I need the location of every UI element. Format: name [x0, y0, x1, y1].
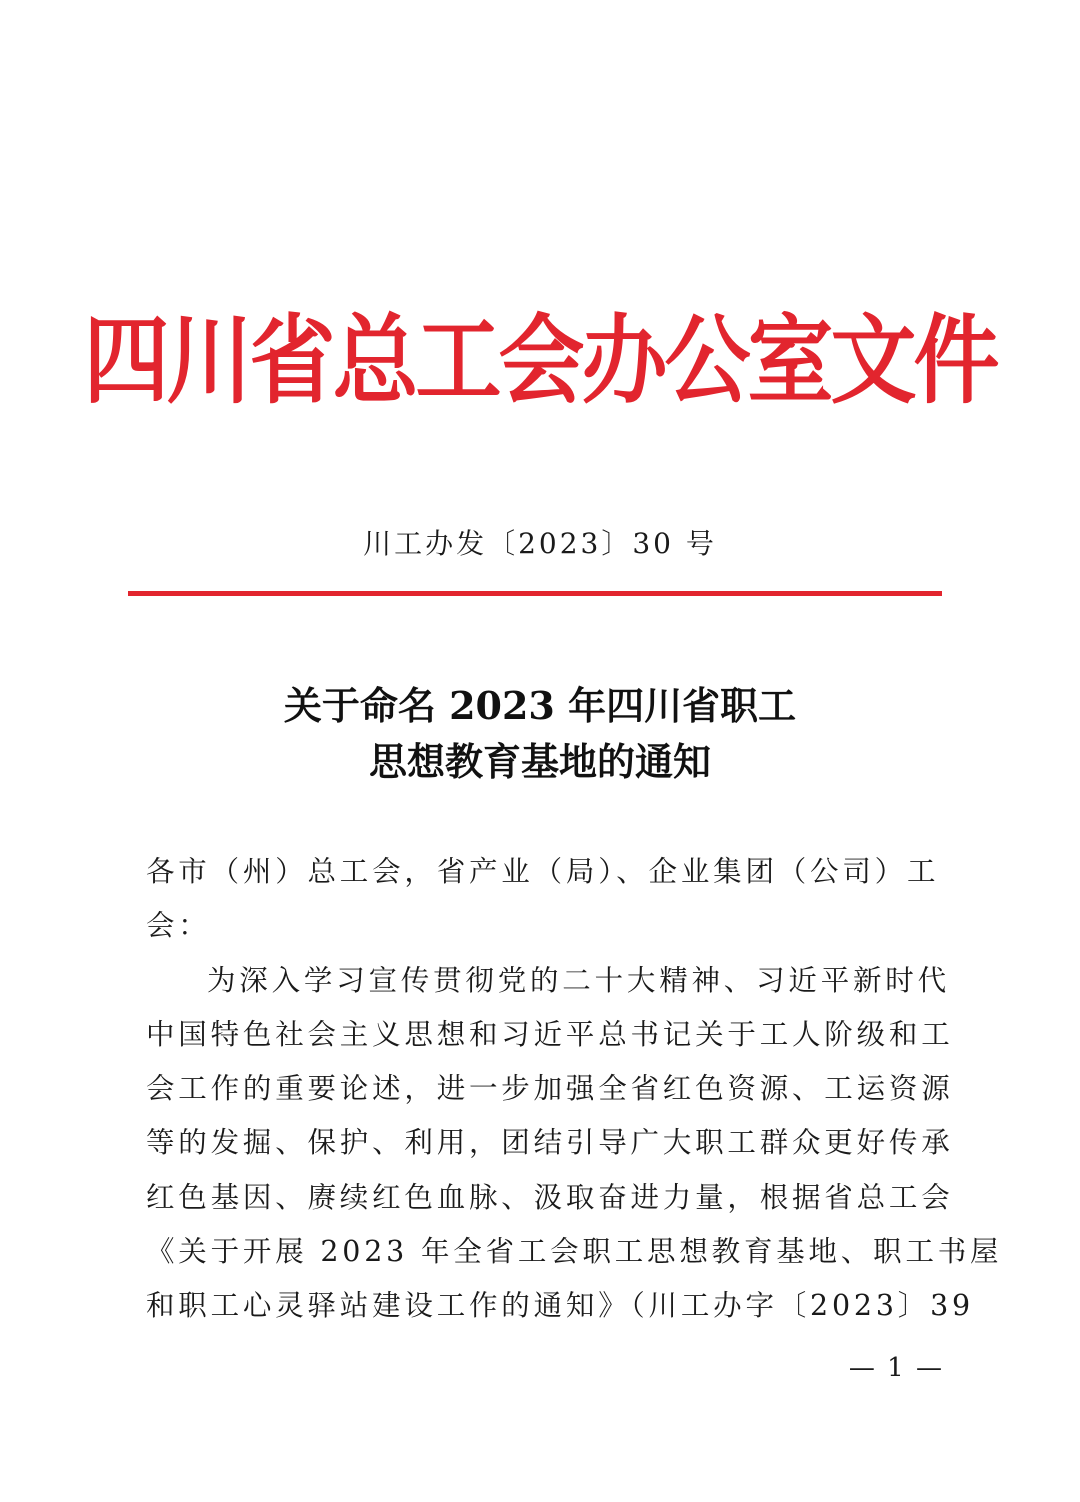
document-number: 川工办发〔2023〕30 号: [363, 527, 717, 560]
document-title: [0, 678, 1080, 790]
body-line-salutation: 各市（州）总工会，省产业（局）、企业集团（公司）工: [146, 855, 940, 888]
title-line-1: 关于命名 2023 年四川省职工: [283, 683, 797, 728]
document-masthead: 四川省总工会办公室文件: [83, 305, 997, 418]
body-line: 等的发掘、保护、利用，团结引导广大职工群众更好传承: [146, 1126, 954, 1160]
body-line: 红色基因、赓续红色血脉、汲取奋进力量，根据省总工会: [146, 1180, 954, 1214]
red-divider-line: [128, 591, 942, 596]
title-line-2: 思想教育基地的通知: [368, 739, 711, 784]
body-line: 为深入学习宣传贯彻党的二十大精神、习近平新时代: [207, 963, 950, 997]
body-line: 《关于开展 2023 年全省工会职工思想教育基地、职工书屋: [146, 1235, 1003, 1269]
body-line: 中国特色社会主义思想和习近平总书记关于工人阶级和工: [146, 1017, 954, 1051]
body-line-salutation-end: 会：: [146, 909, 211, 943]
document-body: [146, 845, 1003, 1334]
body-line: 会工作的重要论述，进一步加强全省红色资源、工运资源: [146, 1072, 954, 1106]
page-number: — 1 —: [848, 1353, 944, 1383]
body-line: 和职工心灵驿站建设工作的通知》（川工办字〔2023〕39: [146, 1289, 974, 1323]
